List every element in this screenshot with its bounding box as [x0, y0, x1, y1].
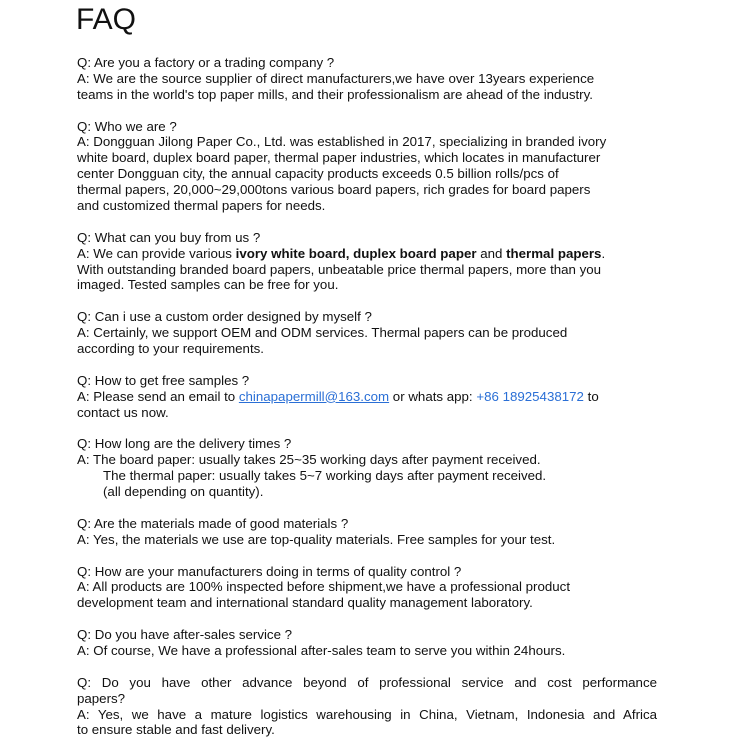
text: center Dongguan city, the annual capacity products exceeds 0.5 billion rolls/pcs of — [77, 166, 559, 182]
text: thermal papers, 20,000~29,000tons various board papers, rich grades for board papers — [77, 182, 591, 198]
spacer — [77, 214, 657, 230]
text: A: We are the source supplier of direct manufacturers,we have over 13years experience — [77, 70, 595, 86]
text: A: The board paper: usually takes 25~35 working days after payment received. — [77, 452, 541, 468]
page-title: FAQ — [76, 3, 137, 36]
spacer — [77, 548, 657, 564]
text: according to your requirements. — [77, 341, 264, 357]
text: Q: Are the materials made of good materials ? — [77, 515, 349, 531]
text: contact us now. — [77, 404, 169, 420]
faq-answer-line — [77, 722, 657, 738]
text: Q: Are you a factory or a trading company ? — [77, 55, 335, 70]
faq-item — [77, 55, 657, 103]
faq-answer-line — [77, 134, 657, 150]
faq-answer-line — [77, 341, 657, 357]
faq-answer-line — [77, 182, 657, 198]
spacer — [77, 293, 657, 309]
faq-item — [77, 230, 657, 294]
faq-answer-line — [77, 71, 657, 87]
text: A: Dongguan Jilong Paper Co., Ltd. was established in 2017, specializing in branded ivory — [77, 134, 607, 150]
bold-text: ivory white board, duplex board paper — [235, 245, 477, 261]
faq-list — [77, 55, 657, 738]
faq-question — [77, 309, 657, 325]
faq-item — [77, 564, 657, 612]
faq-answer-line — [77, 405, 657, 421]
text: A: Certainly, we support OEM and ODM services. Thermal papers can be produced — [77, 325, 568, 341]
faq-question — [77, 55, 657, 71]
faq-question — [77, 119, 657, 135]
spacer — [77, 500, 657, 516]
text: A: Yes, the materials we use are top-quality materials. Free samples for your test. — [77, 531, 556, 547]
faq-answer-line — [77, 484, 657, 500]
faq-question — [77, 373, 657, 389]
bold-text: thermal papers — [506, 245, 602, 261]
faq-question — [77, 436, 657, 452]
text: to ensure stable and fast delivery. — [77, 722, 275, 738]
faq-item — [77, 119, 657, 214]
text: Q: Do you have after-sales service ? — [77, 627, 293, 643]
faq-item — [77, 373, 657, 421]
spacer — [77, 420, 657, 436]
text: The thermal paper: usually takes 5~7 working days after payment received. — [103, 468, 547, 484]
text: Q: How long are the delivery times ? — [77, 436, 292, 452]
text: Q: Can i use a custom order designed by myself ? — [77, 309, 372, 325]
text: or whats app: — [389, 388, 477, 404]
faq-question — [77, 230, 657, 246]
email-link[interactable]: chinapapermill@163.com — [238, 388, 390, 404]
text: and — [476, 245, 507, 261]
faq-question — [77, 516, 657, 532]
text: A: Please send an email to — [77, 388, 239, 404]
text: papers? — [77, 690, 126, 706]
faq-item — [77, 436, 657, 500]
text: Q: How are your manufacturers doing in terms of quality control ? — [77, 563, 462, 579]
faq-answer-line — [77, 246, 657, 262]
whatsapp-number: +86 18925438172 — [476, 388, 584, 404]
text: teams in the world's top paper mills, and their professionalism are ahead of the industry. — [77, 86, 593, 102]
text: With outstanding branded board papers, unbeatable price thermal papers, more than you — [77, 261, 602, 277]
faq-answer-line — [77, 595, 657, 611]
text: Q: What can you buy from us ? — [77, 229, 261, 245]
faq-answer-line — [77, 150, 657, 166]
text: imaged. Tested samples can be free for you. — [77, 277, 339, 293]
faq-answer-line — [77, 468, 657, 484]
faq-answer-line — [77, 532, 657, 548]
text: A: We can provide various — [77, 245, 236, 261]
text: and customized thermal papers for needs. — [77, 198, 326, 214]
text: white board, duplex board paper, thermal paper industries, which locates in manufacturer — [77, 150, 601, 166]
spacer — [77, 659, 657, 675]
text: Q: Do you have other advance beyond of professional service and cost performance — [77, 674, 657, 690]
faq-answer-line — [77, 389, 657, 405]
faq-item — [77, 627, 657, 659]
text: (all depending on quantity). — [103, 484, 264, 500]
faq-answer-line — [77, 198, 657, 214]
text: to — [583, 388, 599, 404]
faq-answer-line — [77, 707, 657, 723]
faq-answer-line — [77, 166, 657, 182]
faq-answer-line — [77, 277, 657, 293]
faq-question — [77, 564, 657, 580]
spacer — [77, 357, 657, 373]
text: development team and international standard quality management laboratory. — [77, 595, 533, 611]
spacer — [77, 103, 657, 119]
faq-item — [77, 309, 657, 357]
faq-answer-line — [77, 643, 657, 659]
text: A: All products are 100% inspected before shipment,we have a professional product — [77, 579, 571, 595]
text: A: Yes, we have a mature logistics warehousing in China, Vietnam, Indonesia and Africa — [77, 706, 657, 722]
faq-question — [77, 675, 657, 691]
text: A: Of course, We have a professional after-sales team to serve you within 24hours. — [77, 642, 566, 658]
text: Q: Who we are ? — [77, 118, 177, 134]
faq-answer-line — [77, 87, 657, 103]
spacer — [77, 611, 657, 627]
faq-item — [77, 675, 657, 739]
faq-answer-line — [77, 452, 657, 468]
text: . — [601, 245, 606, 261]
faq-answer-line — [77, 579, 657, 595]
faq-answer-line — [77, 262, 657, 278]
text: Q: How to get free samples ? — [77, 372, 250, 388]
faq-item — [77, 516, 657, 548]
faq-answer-line — [77, 325, 657, 341]
faq-answer-line — [77, 691, 657, 707]
faq-question — [77, 627, 657, 643]
